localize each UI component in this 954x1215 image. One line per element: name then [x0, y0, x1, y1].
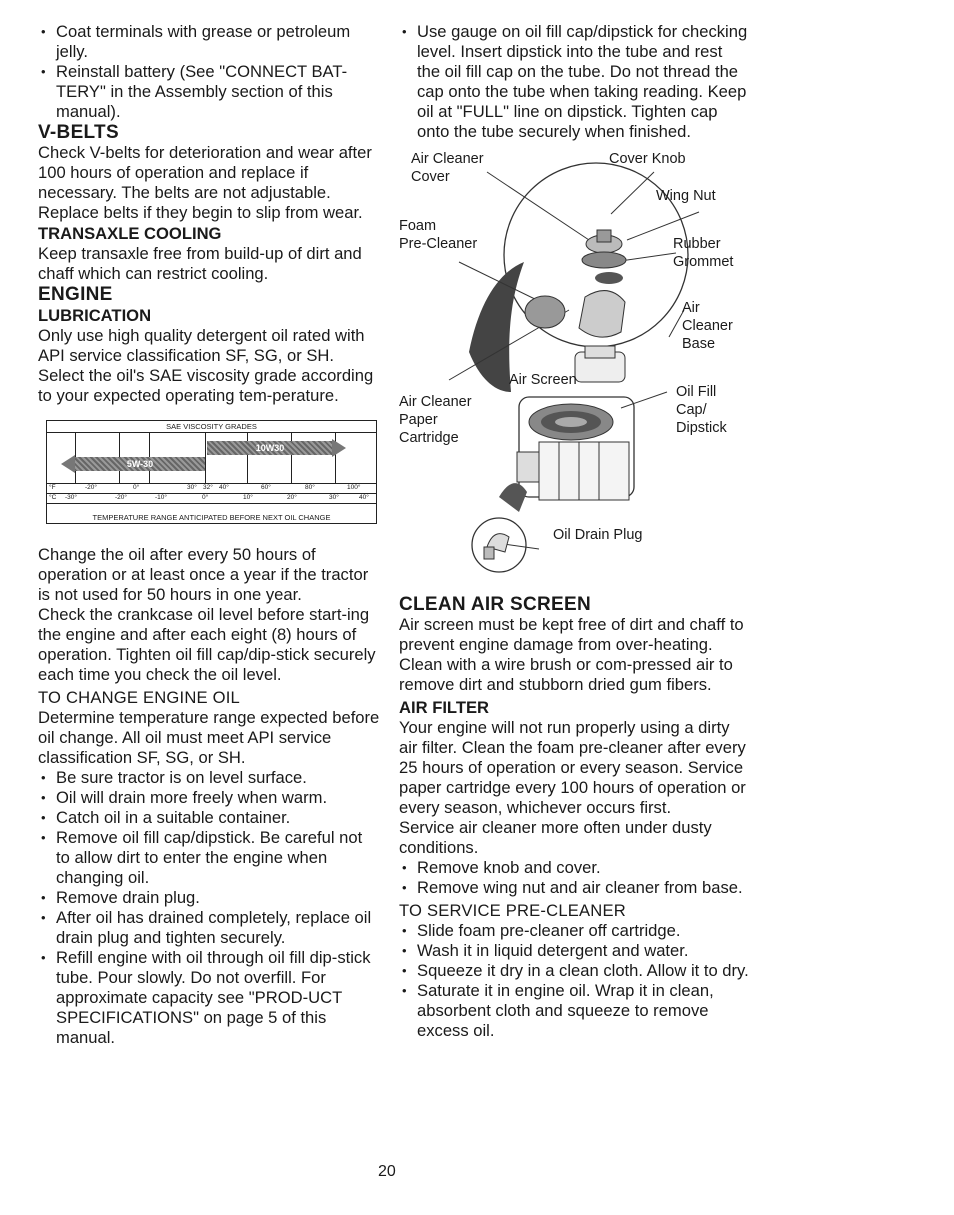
celsius-unit: °C	[49, 494, 57, 501]
label-rubber-grommet: Rubber Grommet	[673, 236, 734, 270]
label-air-cleaner-paper-cartridge: Air Cleaner Paper Cartridge	[399, 394, 472, 446]
tick-label: -20°	[85, 484, 97, 491]
tick-label: 20°	[287, 494, 297, 501]
vbelts-text: Check V-belts for deterioration and wear after 100 hours of operation and replace if necessary. The belts are not adjustable. Replace belts if they begin to slip from wear.	[38, 143, 372, 222]
list-item: • Saturate it in engine oil. Wrap it in clean, absorbent cloth and squeeze to remove excess oil.	[399, 981, 749, 1041]
list-item: • Remove oil fill cap/dipstick. Be careful not to allow dirt to enter the engine when changing oil.	[38, 828, 380, 888]
list-item: • Remove wing nut and air cleaner from base.	[399, 878, 749, 898]
label-air-cleaner-cover: Air Cleaner Cover	[411, 151, 484, 185]
to-change-engine-oil-text: Determine temperature range expected before oil change. All oil must meet API service classification SF, SG, or SH.	[38, 708, 380, 767]
transaxle-text: Keep transaxle free from build-up of dirt and chaff which can restrict cooling.	[38, 244, 362, 283]
tick-label: 80°	[305, 484, 315, 491]
tick-label: 32°	[203, 484, 213, 491]
list-item: • Slide foam pre-cleaner off cartridge.	[399, 921, 749, 941]
label-air-screen: Air Screen	[509, 372, 577, 388]
battery-bullet-list	[38, 22, 380, 122]
left-column	[38, 22, 380, 1048]
tick-label: 40°	[359, 494, 369, 501]
to-change-engine-oil-heading: TO CHANGE ENGINE OIL	[38, 688, 240, 707]
pre-cleaner-steps-list	[399, 921, 749, 1041]
10w30-range-bar	[207, 441, 333, 455]
5w30-range-bar	[75, 457, 205, 471]
right-column	[399, 22, 749, 1041]
label-foam-pre-cleaner: Foam Pre-Cleaner	[399, 218, 478, 252]
lubrication-heading: LUBRICATION	[38, 306, 152, 325]
lubrication-text: Only use high quality detergent oil rated with API service classification SF, SG, or SH. Select the oil's SAE viscosity grade according to your expected operating tem-perature.	[38, 326, 374, 405]
oil-change-steps-list	[38, 768, 380, 1048]
list-item: • Squeeze it dry in a clean cloth. Allow it to dry.	[399, 961, 749, 981]
tick-label: 100°	[347, 484, 361, 491]
fahrenheit-unit: °F	[49, 484, 56, 491]
page-number: 20	[378, 1163, 396, 1180]
list-item: • After oil has drained completely, replace oil drain plug and tighten securely.	[38, 908, 380, 948]
tick-label: 30°	[329, 494, 339, 501]
label-oil-drain-plug: Oil Drain Plug	[553, 527, 643, 543]
air-filter-text: Your engine will not run properly using a dirty air filter. Clean the foam pre-cleaner after every 25 hours of operation or every season. Service paper cartridge every 100 hours of operation or every season, whichever occurs first.	[399, 718, 746, 817]
10w30-label: 10W30	[255, 443, 285, 453]
air-filter-bullet-list	[399, 858, 749, 898]
tick-label: 30°	[187, 484, 197, 491]
tick-label: -30°	[65, 494, 77, 501]
air-filter-heading: AIR FILTER	[399, 698, 490, 717]
tick-label: 40°	[219, 484, 229, 491]
arrow-left-icon	[61, 455, 75, 473]
viscosity-chart-caption: TEMPERATURE RANGE ANTICIPATED BEFORE NEXT OIL CHANGE	[92, 513, 331, 522]
label-air-cleaner-base: Air Cleaner Base	[682, 300, 733, 352]
dipstick-bullet-list	[399, 22, 749, 142]
clean-air-screen-heading: CLEAN AIR SCREEN	[399, 594, 591, 615]
list-item: • Wash it in liquid detergent and water.	[399, 941, 749, 961]
list-item: • Coat terminals with grease or petroleum jelly.	[38, 22, 380, 62]
5w30-label: 5W-30	[126, 459, 154, 469]
service-pre-cleaner-heading: TO SERVICE PRE-CLEANER	[399, 901, 626, 920]
list-item: • Refill engine with oil through oil fill dip-stick tube. Pour slowly. Do not overfill. For approximate capacity see "PROD-UCT SPECIFICATIONS" on page 5 of this manual.	[38, 948, 380, 1048]
tick-label: 0°	[202, 494, 209, 501]
transaxle-heading: TRANSAXLE COOLING	[38, 224, 222, 243]
tick-label: -10°	[155, 494, 167, 501]
list-item: • Remove knob and cover.	[399, 858, 749, 878]
clean-air-screen-text: Air screen must be kept free of dirt and chaff to prevent engine damage from over-heating. Clean with a wire brush or com-pressed air to remove dirt and stubborn dried gum fibers.	[399, 615, 744, 694]
air-filter-dusty-text: Service air cleaner more often under dusty conditions.	[399, 818, 712, 857]
list-item: • Reinstall battery (See "CONNECT BAT-TERY" in the Assembly section of this manual).	[38, 62, 380, 122]
air-cleaner-diagram	[399, 152, 759, 584]
oil-change-interval-text: Change the oil after every 50 hours of operation or at least once a year if the tractor is not used for 50 hours in one year.	[38, 545, 369, 604]
engine-heading: ENGINE	[38, 284, 113, 305]
list-item: • Catch oil in a suitable container.	[38, 808, 380, 828]
list-item: • Be sure tractor is on level surface.	[38, 768, 380, 788]
vbelts-heading: V-BELTS	[38, 122, 119, 143]
label-oil-fill-cap-dipstick: Oil Fill Cap/ Dipstick	[676, 384, 727, 436]
list-item: • Use gauge on oil fill cap/dipstick for checking level. Insert dipstick into the tube and rest the oil fill cap on the tube. Do not thread the cap onto the tube when taking reading. Keep oil at "FULL" line on dipstick. Tighten cap onto the tube securely when finished.	[399, 22, 749, 142]
label-cover-knob: Cover Knob	[609, 151, 686, 167]
list-item: • Oil will drain more freely when warm.	[38, 788, 380, 808]
list-item: • Remove drain plug.	[38, 888, 380, 908]
label-wing-nut: Wing Nut	[656, 188, 716, 204]
arrow-right-icon	[332, 439, 346, 457]
sae-viscosity-chart	[46, 420, 377, 524]
oil-check-text: Check the crankcase oil level before start-ing the engine and after each eight (8) hours of operation. Tighten oil fill cap/dip-stick securely each time you check the oil level.	[38, 605, 376, 684]
tick-label: 0°	[133, 484, 140, 491]
viscosity-chart-title: SAE VISCOSITY GRADES	[166, 422, 257, 431]
tick-label: -20°	[115, 494, 127, 501]
tick-label: 10°	[243, 494, 253, 501]
tick-label: 60°	[261, 484, 271, 491]
